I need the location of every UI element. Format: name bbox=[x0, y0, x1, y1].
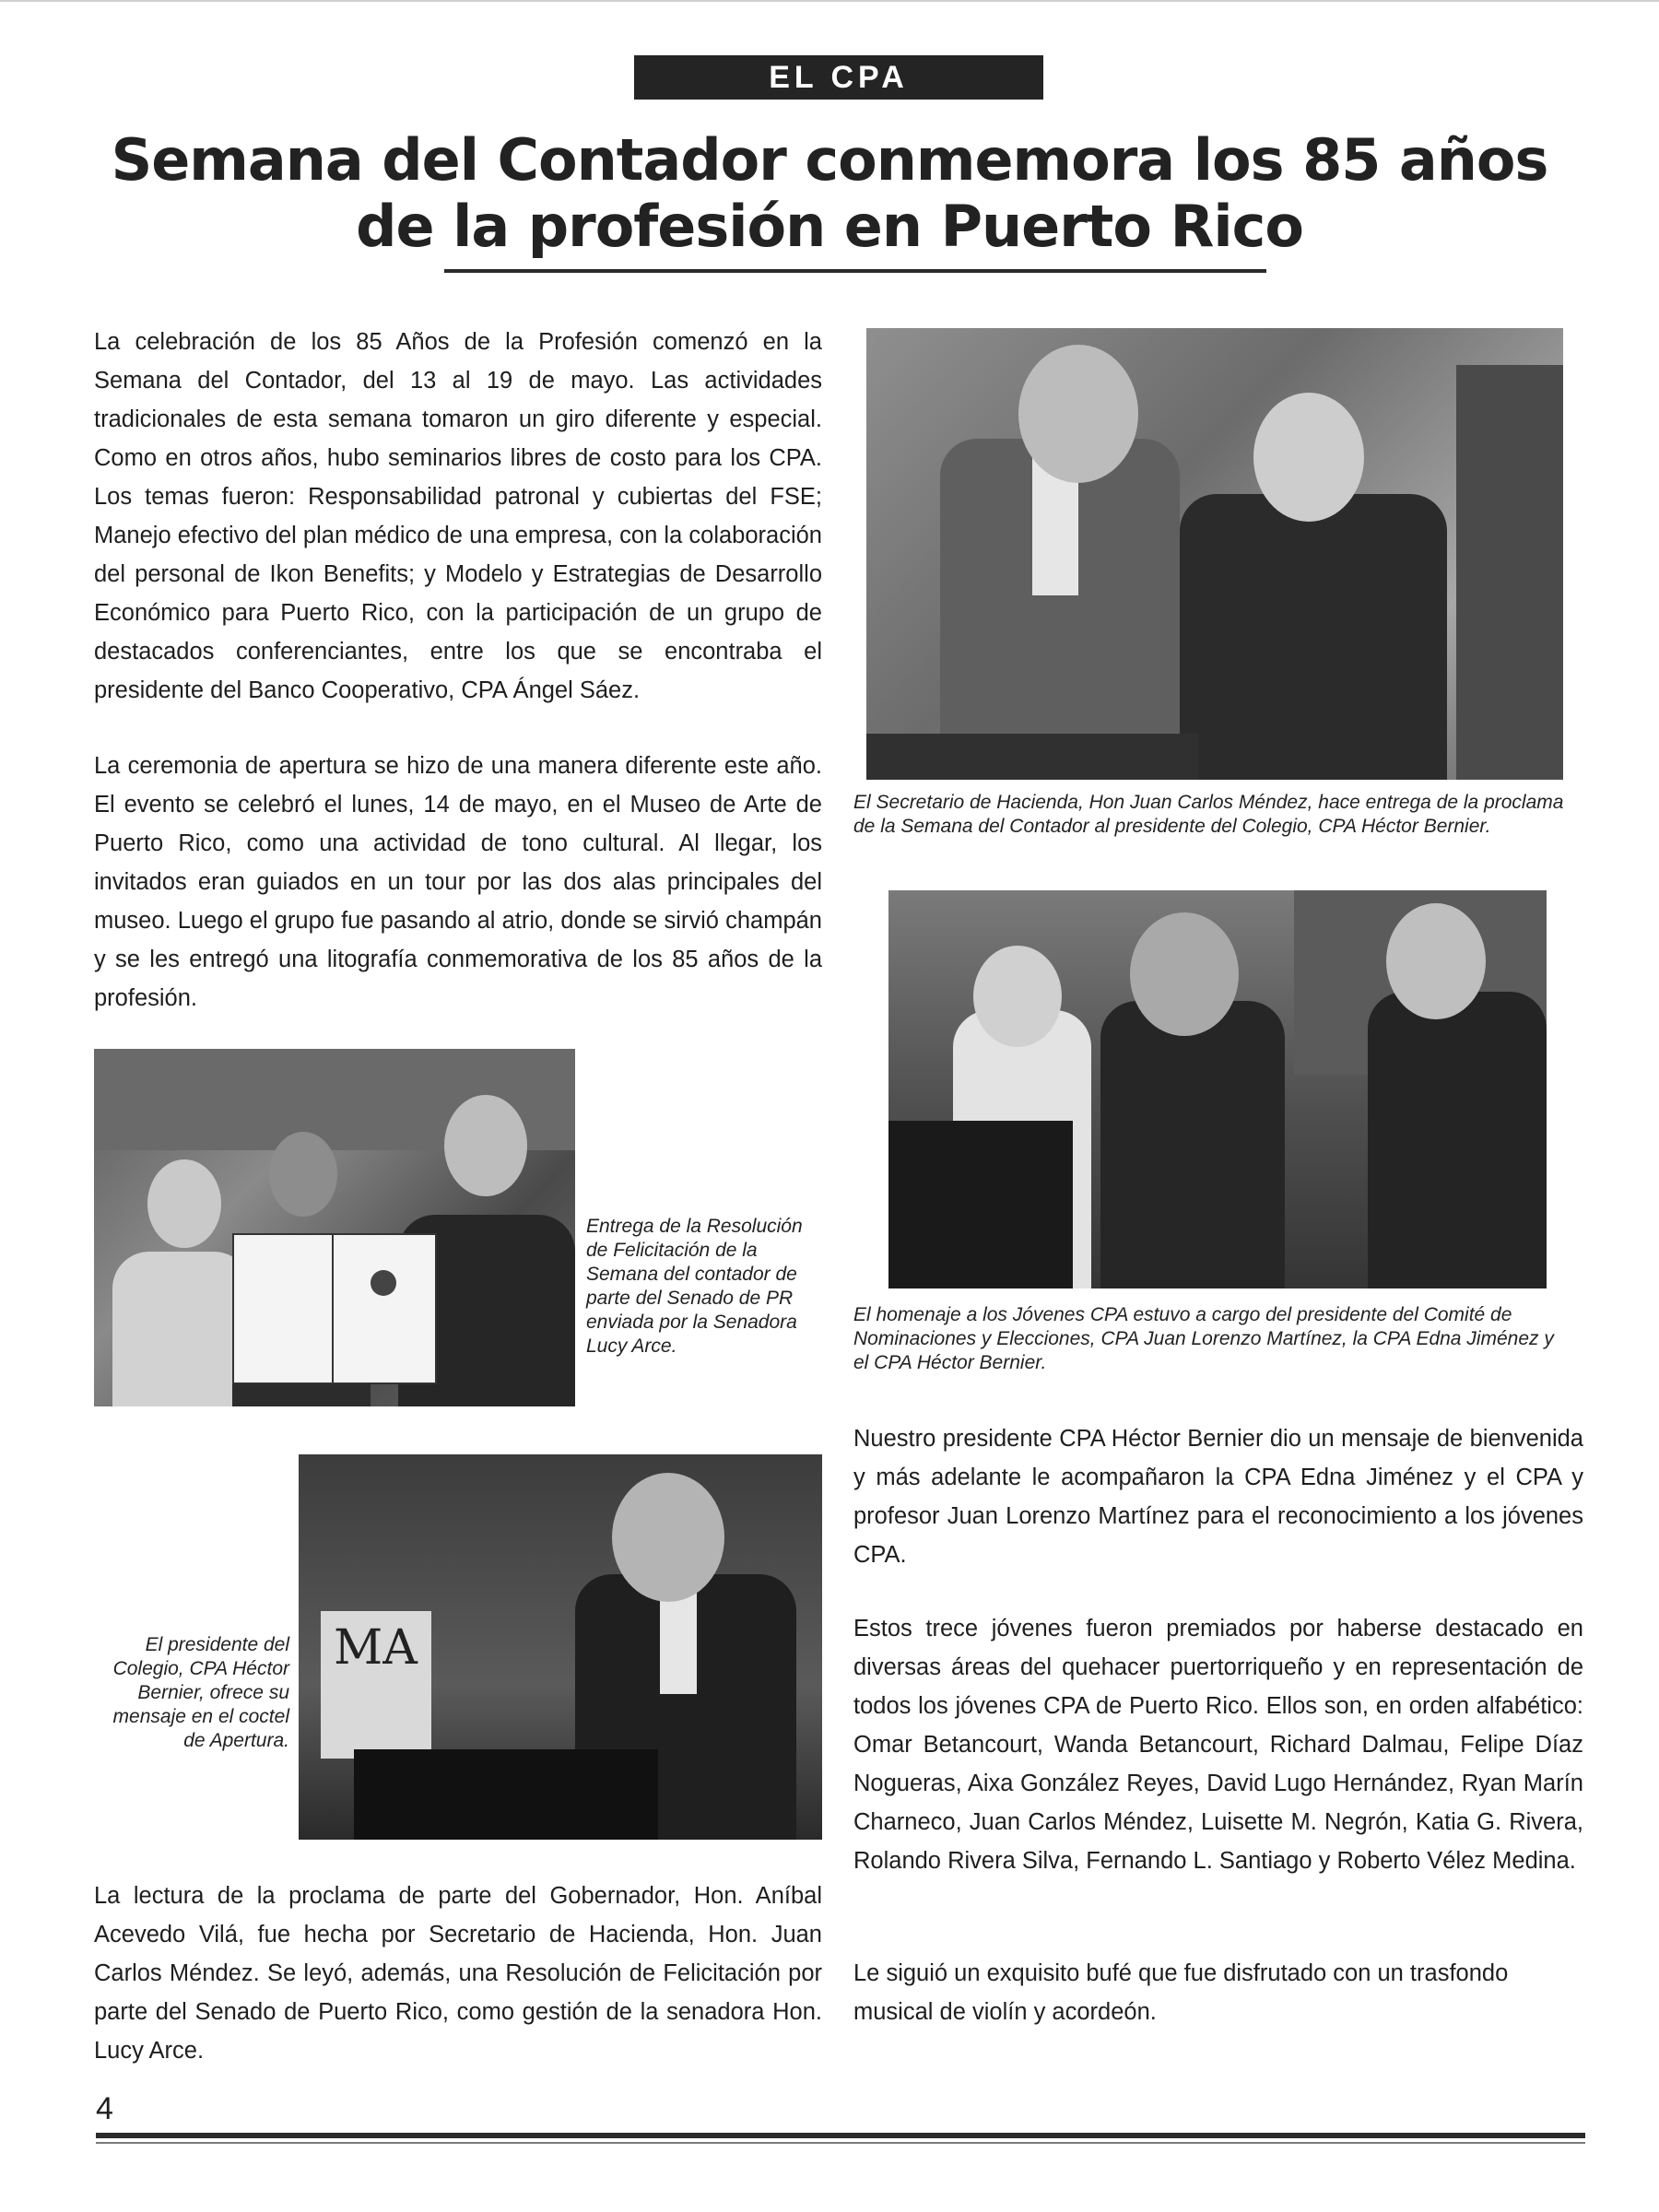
caption-homenaje: El homenaje a los Jóvenes CPA estuvo a cargo del presidente del Comité de Nominaciones y Elecciones, CPA Juan Lorenzo Martínez, la CPA Edna Jiménez y el CPA Héctor Bernier. bbox=[853, 1304, 1554, 1373]
footer-rule-secondary bbox=[96, 2142, 1585, 2144]
paragraph-bienvenida: Nuestro presidente CPA Héctor Bernier dio un mensaje de bienvenida y más adelante le acompañaron la CPA Edna Jiménez y el CPA y profesor Juan Lorenzo Martínez para el reconocimiento a los jóvenes CPA. bbox=[853, 1426, 1583, 1568]
paragraph-bufe: Le siguió un exquisito bufé que fue disfrutado con un trasfondo musical de violín y acordeón. bbox=[853, 1960, 1509, 2025]
photo-homenaje bbox=[888, 890, 1547, 1288]
caption-resolution: Entrega de la Resolución de Felicitación de la Semana del contador de parte del Senado de PR enviada por la Senadora Lucy Arce. bbox=[586, 1216, 803, 1357]
photo-president-speech bbox=[299, 1454, 822, 1840]
paragraph-jovenes-premiados: Estos trece jóvenes fueron premiados por haberse destacado en diversas áreas del quehacer puertorriqueño y en representación de todos los jóvenes CPA de Puerto Rico. Ellos son, en orden alfabético: Omar Betancourt, Wanda Betancourt, Richard Dalmau, Felipe Díaz Nogueras, Aixa González Reyes, David Lugo Hernández, Ryan Marín Charneco, Juan Carlos Méndez, Luisette M. Negrón, Katia G. Rivera, Rolando Rivera Silva, Fernando L. Santiago y Roberto Vélez Medina. bbox=[853, 1616, 1583, 1874]
photo-handshake bbox=[866, 328, 1563, 780]
page-top-edge bbox=[0, 0, 1659, 2]
article-headline bbox=[83, 127, 1576, 260]
page-number: 4 bbox=[96, 2091, 113, 2126]
museum-logo-sign: MA bbox=[334, 1620, 418, 1676]
paragraph-seminarios: La celebración de los 85 Años de la Profesión comenzó en la Semana del Contador, del 13 al 19 de mayo. Las actividades tradicionales de esta semana tomaron un giro diferente y especial. Como en otros años, hubo seminarios libres de costo para los CPA. Los temas fueron: Responsabilidad patronal y cubiertas del FSE; Manejo efectivo del plan médico de una empresa, con la colaboración del personal de Ikon Benefits; y Modelo y Estrategias de Desarrollo Económico para Puerto Rico, con la participación de un grupo de destacados conferenciantes, entre los que se encontraba el presidente del Banco Cooperativo, CPA Ángel Sáez. bbox=[94, 329, 822, 703]
headline-underline bbox=[444, 269, 1266, 273]
caption-handshake: El Secretario de Hacienda, Hon Juan Carlos Méndez, hace entrega de la proclama de la Semana del Contador al presidente del Colegio, CPA Héctor Bernier. bbox=[853, 792, 1564, 837]
photo-resolution-handover bbox=[94, 1049, 575, 1406]
caption-president: El presidente del Colegio, CPA Héctor Bernier, ofrece su mensaje en el coctel de Apertura. bbox=[112, 1634, 289, 1751]
footer-rule bbox=[96, 2133, 1585, 2138]
paragraph-proclama: La lectura de la proclama de parte del Gobernador, Hon. Aníbal Acevedo Vilá, fue hecha por Secretario de Hacienda, Hon. Juan Carlos Méndez. Se leyó, además, una Resolución de Felicitación por parte del Senado de Puerto Rico, como gestión de la senadora Hon. Lucy Arce. bbox=[94, 1883, 822, 2064]
headline-line-2: de la profesión en Puerto Rico bbox=[356, 193, 1303, 260]
headline-line-1: Semana del Contador conmemora los 85 años bbox=[111, 126, 1548, 194]
paragraph-ceremonia: La ceremonia de apertura se hizo de una manera diferente este año. El evento se celebró el lunes, 14 de mayo, en el Museo de Arte de Puerto Rico, como una actividad de tono cultural. Al llegar, los invitados eran guiados en un tour por las dos alas principales del museo. Luego el grupo fue pasando al atrio, donde se sirvió champán y se les entregó una litografía conmemorativa de los 85 años de la profesión. bbox=[94, 753, 822, 1011]
section-tag: EL CPA bbox=[634, 55, 1043, 100]
